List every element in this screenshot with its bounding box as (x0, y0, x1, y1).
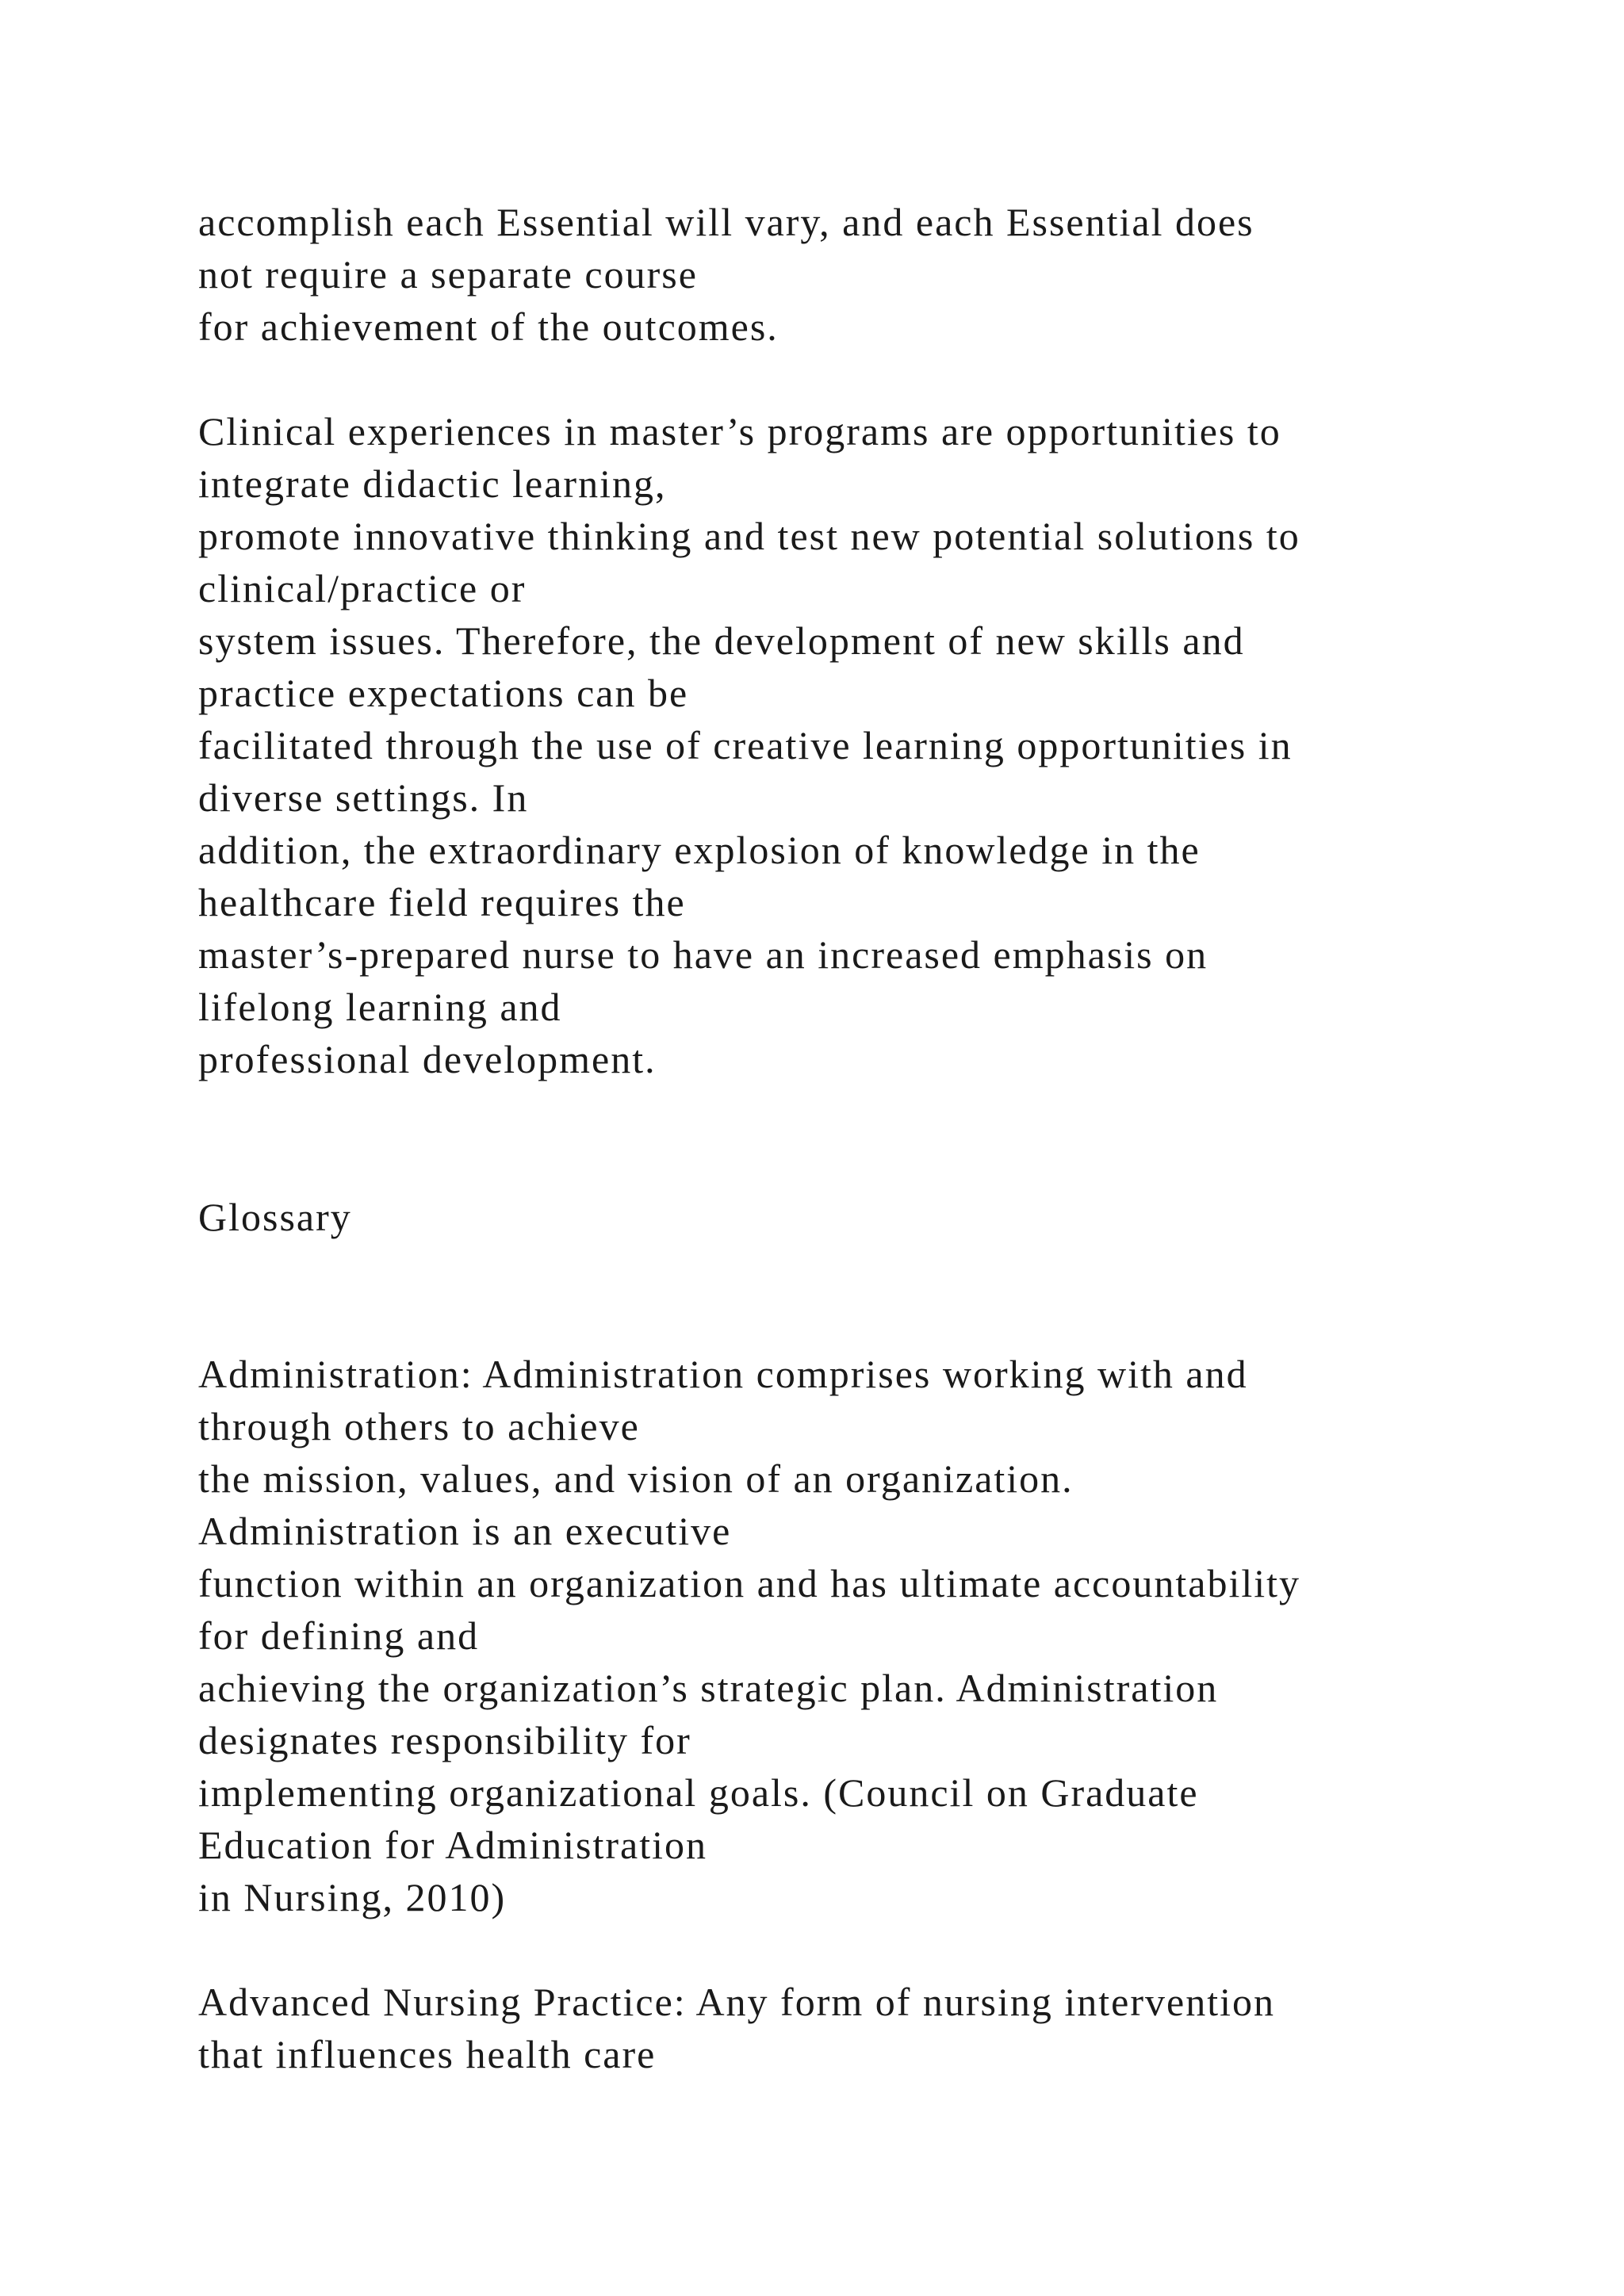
text-line: implementing organizational goals. (Council on Graduate (198, 1770, 1199, 1815)
text-line: system issues. Therefore, the development of new skills and (198, 618, 1245, 663)
text-line: master’s-prepared nurse to have an increased emphasis on (198, 932, 1208, 977)
text-line: the mission, values, and vision of an organization. (198, 1456, 1074, 1501)
text-line: Administration: Administration comprises working with and (198, 1352, 1248, 1396)
text-line: designates responsibility for (198, 1718, 691, 1762)
text-line: facilitated through the use of creative learning opportunities in (198, 723, 1293, 767)
text-line: practice expectations can be (198, 671, 689, 715)
text-line: achieving the organization’s strategic plan. Administration (198, 1666, 1219, 1710)
text-line: addition, the extraordinary explosion of knowledge in the (198, 828, 1201, 872)
text-line: Education for Administration (198, 1823, 708, 1867)
section-heading: Glossary (198, 1195, 352, 1239)
text-line: Advanced Nursing Practice: Any form of nursing intervention (198, 1980, 1275, 2024)
text-line: integrate didactic learning, (198, 461, 667, 506)
text-line: Administration is an executive (198, 1509, 732, 1553)
text-line: for defining and (198, 1613, 480, 1658)
text-line: in Nursing, 2010) (198, 1875, 507, 1919)
text-line: function within an organization and has ultimate accountability (198, 1561, 1301, 1605)
text-line: for achievement of the outcomes. (198, 304, 779, 349)
text-line: professional development. (198, 1037, 657, 1081)
text-line: promote innovative thinking and test new potential solutions to (198, 514, 1300, 558)
text-line: not require a separate course (198, 252, 698, 297)
text-line: clinical/practice or (198, 566, 527, 610)
text-line: accomplish each Essential will vary, and each Essential does (198, 200, 1254, 244)
text-line: that influences health care (198, 2032, 657, 2076)
text-line: diverse settings. In (198, 775, 529, 820)
text-line: lifelong learning and (198, 985, 562, 1029)
text-line: through others to achieve (198, 1404, 640, 1448)
text-line: Clinical experiences in master’s programs are opportunities to (198, 409, 1281, 453)
text-line: healthcare field requires the (198, 880, 686, 924)
